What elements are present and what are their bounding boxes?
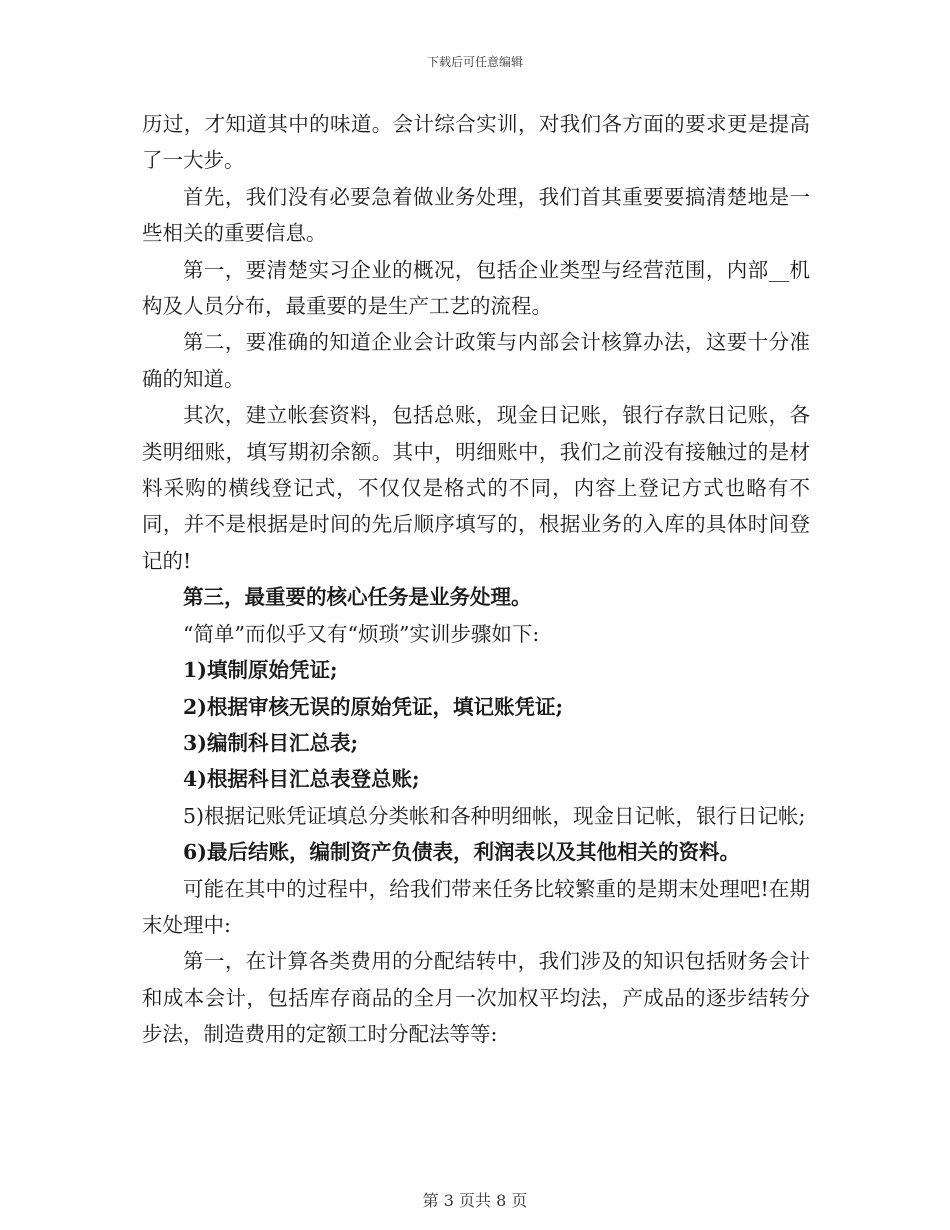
paragraph: 第一，在计算各类费用的分配结转中，我们涉及的知识包括财务会计和成本会计，包括库存商品的全月一次加权平均法，产成品的逐步结转分步法，制造费用的定额工时分配法等等: [142, 949, 810, 1047]
page-footer: 第 3 页共 8 页 [422, 1191, 528, 1210]
step-item: 2)根据审核无误的原始凭证，填记账凭证; [183, 694, 564, 719]
page-header: 下载后可任意编辑 [426, 55, 523, 69]
paragraph: 第一，要清楚实习企业的概况，包括企业类型与经营范围，内部__机构及人员分布，最重要的是生产工艺的流程。 [142, 257, 810, 319]
paragraph-bold: 第三，最重要的核心任务是业务处理。 [183, 585, 532, 610]
step-item: 4)根据科目汇总表登总账; [183, 767, 420, 792]
document-body [142, 106, 810, 1053]
paragraph: 可能在其中的过程中，给我们带来任务比较繁重的是期末处理吧!在期末处理中: [142, 876, 810, 937]
paragraph: “简单”而似乎又有“烦琐”实训步骤如下: [183, 621, 540, 646]
paragraph: 其次，建立帐套资料，包括总账，现金日记账，银行存款日记账，各类明细账，填写期初余额。其中，明细账中，我们之前没有接触过的是材料采购的横线登记式，不仅仅是格式的不同，内容上登记方式也略有不同，并不是根据是时间的先后顺序填写的，根据业务的入库的具体时间登记的! [142, 403, 810, 573]
paragraph: 第二，要准确的知道企业会计政策与内部会计核算办法，这要十分准确的知道。 [142, 330, 810, 391]
paragraph: 历过，才知道其中的味道。会计综合实训，对我们各方面的要求更是提高了一大步。 [142, 112, 810, 173]
step-item: 3)编制科目汇总表; [183, 730, 359, 755]
step-item: 1)填制原始凭证; [183, 658, 338, 683]
step-item: 6)最后结账，编制资产负债表，利润表以及其他相关的资料。 [183, 840, 740, 865]
paragraph: 首先，我们没有必要急着做业务处理，我们首其重要要搞清楚地是一些相关的重要信息。 [142, 184, 810, 246]
step-item: 5)根据记账凭证填总分类帐和各种明细帐，现金日记帐，银行日记帐; [183, 803, 806, 828]
